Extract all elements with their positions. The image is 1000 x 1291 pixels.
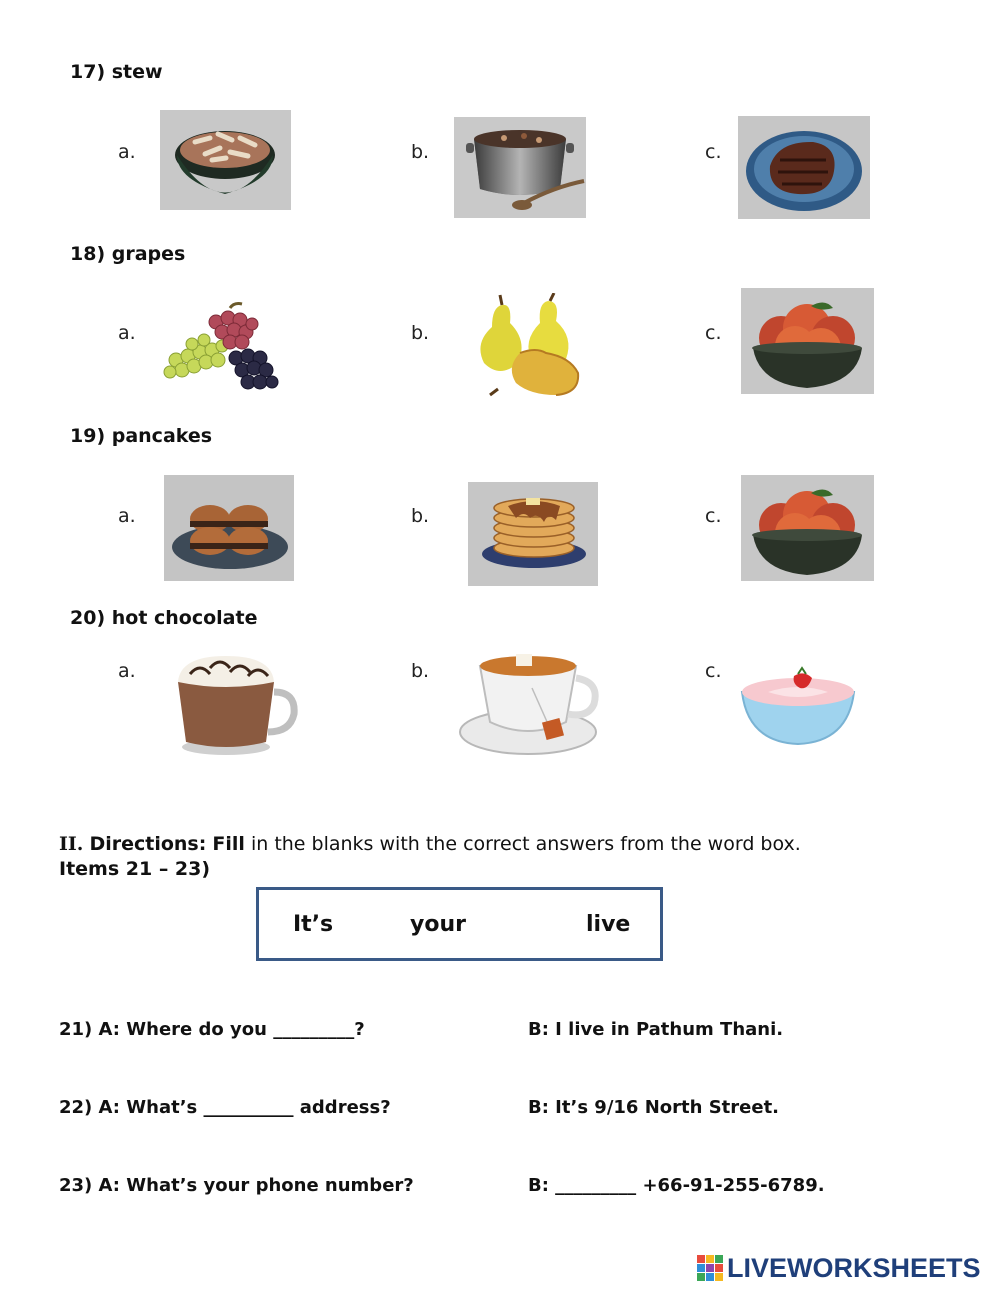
peaches-bowl-image[interactable] — [741, 288, 874, 394]
dialogue-23-b: B: _________ +66-91-255-6789. — [528, 1175, 825, 1196]
pears-image[interactable] — [470, 293, 586, 398]
word-box-item[interactable]: your — [410, 912, 466, 937]
q20-option-b-label: b. — [411, 660, 430, 682]
dialogue-21-a: 21) A: Where do you _________? — [59, 1019, 365, 1040]
pancakes-stack-image[interactable] — [468, 482, 598, 586]
question-20-title: 20) hot chocolate — [70, 607, 258, 629]
items-range: Items 21 – 23) — [59, 858, 211, 880]
q17-option-a-label: a. — [118, 141, 136, 163]
dialogue-23-a: 23) A: What’s your phone number? — [59, 1175, 414, 1196]
q19-option-b-label: b. — [411, 505, 430, 527]
question-18-title: 18) grapes — [70, 243, 186, 265]
dialogue-22-a: 22) A: What’s __________ address? — [59, 1097, 391, 1118]
section-roman-numeral: II. — [59, 833, 84, 855]
grapes-image[interactable] — [156, 300, 284, 396]
dialogue-21-b: B: I live in Pathum Thani. — [528, 1019, 784, 1040]
pasta-bowl-image[interactable] — [160, 110, 291, 210]
q19-option-a-label: a. — [118, 505, 136, 527]
hot-chocolate-image[interactable] — [170, 652, 298, 757]
q18-option-a-label: a. — [118, 322, 136, 344]
q17-option-c-label: c. — [705, 141, 722, 163]
q19-option-c-label: c. — [705, 505, 722, 527]
liveworksheets-logo — [697, 1253, 993, 1283]
directions-label: Directions: — [89, 833, 207, 855]
word-box-item[interactable]: live — [586, 912, 631, 937]
directions-line — [59, 833, 959, 855]
q18-option-b-label: b. — [411, 322, 430, 344]
tea-cup-image[interactable] — [458, 648, 600, 758]
q20-option-a-label: a. — [118, 660, 136, 682]
directions-fill-word: Fill — [212, 833, 245, 855]
q20-option-c-label: c. — [705, 660, 722, 682]
word-box — [256, 887, 663, 961]
q18-option-c-label: c. — [705, 322, 722, 344]
logo-text: LIVEWORKSHEETS — [727, 1253, 981, 1283]
question-19-title: 19) pancakes — [70, 425, 213, 447]
peaches-bowl-image-2[interactable] — [741, 475, 874, 581]
stew-pot-image[interactable] — [454, 117, 586, 218]
dialogue-22-b: B: It’s 9/16 North Street. — [528, 1097, 780, 1118]
question-17-title: 17) stew — [70, 61, 163, 83]
yogurt-bowl-image[interactable] — [738, 662, 858, 746]
word-box-item[interactable]: It’s — [293, 912, 334, 937]
burgers-plate-image[interactable] — [164, 475, 294, 581]
directions-text: in the blanks with the correct answers from the word box. — [250, 833, 801, 855]
q17-option-b-label: b. — [411, 141, 430, 163]
steak-plate-image[interactable] — [738, 116, 870, 219]
logo-mark-icon — [697, 1255, 723, 1281]
